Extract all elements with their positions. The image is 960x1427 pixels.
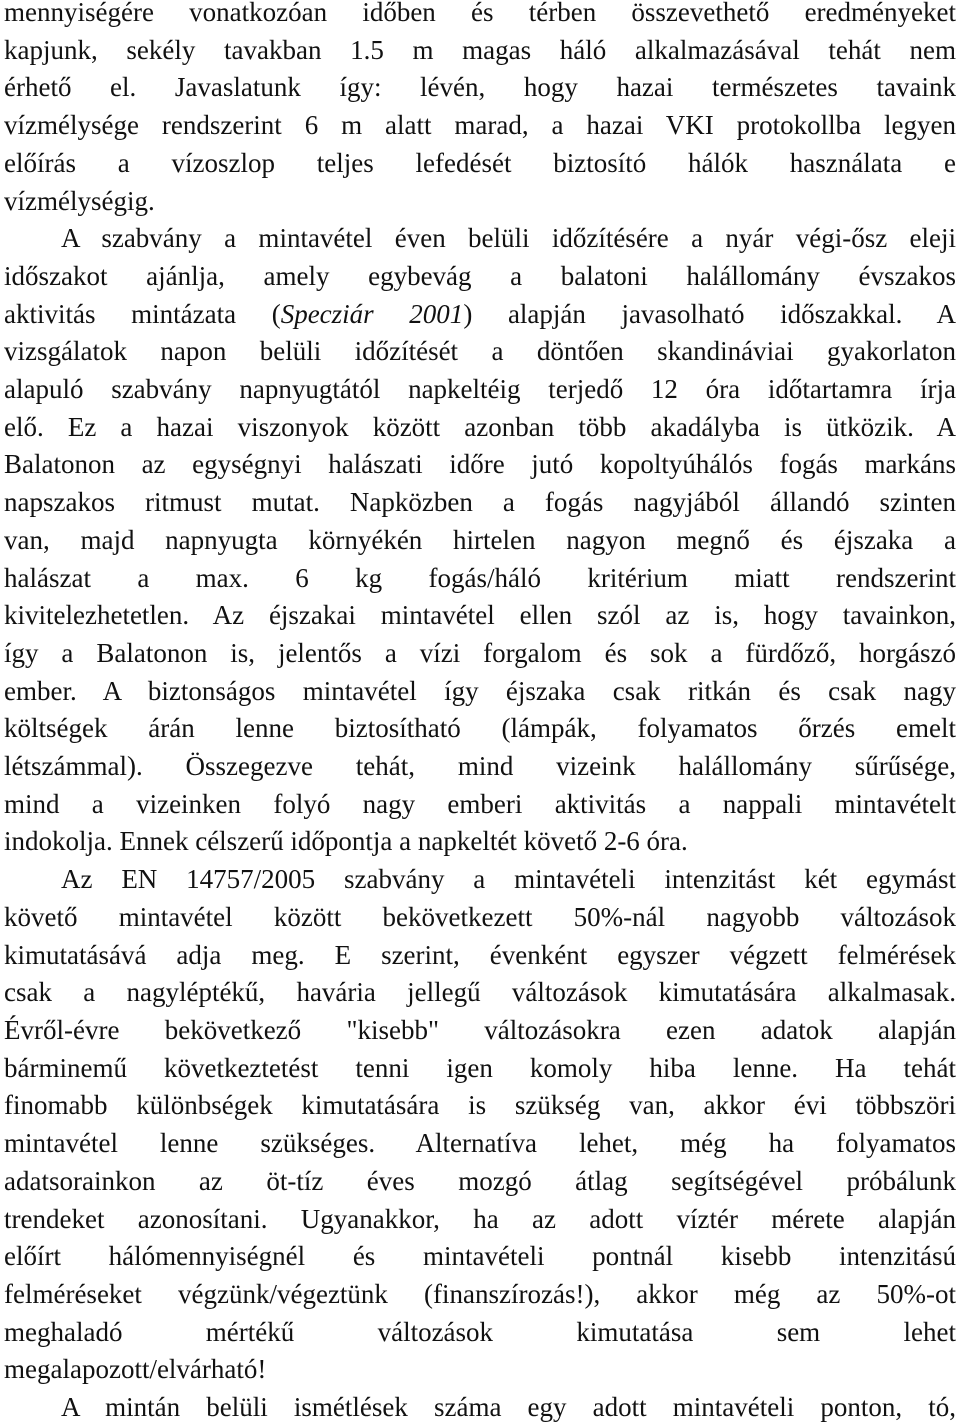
text-line: vízmélységig. <box>4 185 155 216</box>
text-line: A szabvány a mintavétel éven belüli időzítésére a nyár végi-ősz eleji <box>61 223 956 254</box>
text-line: kivitelezhetetlen. Az éjszakai mintavétel ellen szól az is, hogy tavainkon, <box>4 600 956 631</box>
text-line: trendeket azonosítani. Ugyanakkor, ha az adott víztér mérete alapján <box>4 1203 956 1234</box>
text-line: Az EN 14757/2005 szabvány a mintavételi intenzitást két egymást <box>61 864 956 895</box>
text-line: indokolja. Ennek célszerű időpontja a napkeltét követő 2-6 óra. <box>4 826 688 857</box>
text-line-with-citation <box>4 296 956 334</box>
text-line: költségek árán lenne biztosítható (lámpák, folyamatos őrzés emelt <box>4 713 956 744</box>
text-line: érhető el. Javaslatunk így: lévén, hogy hazai természetes tavaink <box>4 72 956 103</box>
text-line: alapuló szabvány napnyugtától napkeltéig terjedő 12 óra időtartamra írja <box>4 374 956 405</box>
text-line: ember. A biztonságos mintavétel így éjszaka csak ritkán és csak nagy <box>4 675 956 706</box>
text-line: adatsorainkon az öt-tíz éves mozgó átlag segítségével próbálunk <box>4 1165 956 1196</box>
paragraph-3 <box>4 861 956 1389</box>
text-line: létszámmal). Összegezve tehát, mind vizeink halállomány sűrűsége, <box>4 751 956 782</box>
text-line: előírt hálómennyiségnél és mintavételi pontnál kisebb intenzitású <box>4 1241 956 1272</box>
text-line: van, majd napnyugta környékén hirtelen nagyon megnő és éjszaka a <box>4 524 956 555</box>
text-line: mennyiségére vonatkozóan időben és térben összevethető eredményeket <box>4 0 956 27</box>
paragraph-4 <box>4 1389 956 1427</box>
text-line: bárminemű következtetést tenni igen komoly hiba lenne. Ha tehát <box>4 1052 956 1083</box>
text-fragment: aktivitás mintázata ( <box>4 298 281 329</box>
text-line: előírás a vízoszlop teljes lefedését biztosító hálók használata e <box>4 147 956 178</box>
text-line: Balatonon az egységnyi halászati időre jutó kopoltyúhálós fogás markáns <box>4 449 956 480</box>
text-line: mind a vizeinken folyó nagy emberi aktivitás a nappali mintavételt <box>4 788 956 819</box>
text-line: kapjunk, sekély tavakban 1.5 m magas háló alkalmazásával tehát nem <box>4 34 956 65</box>
text-line: mintavétel lenne szükséges. Alternatíva lehet, még ha folyamatos <box>4 1128 956 1159</box>
text-line: időszakot ajánlja, amely egybevág a balatoni halállomány évszakos <box>4 260 956 291</box>
text-line: kimutatásává adja meg. E szerint, évenként egyszer végzett felmérések <box>4 939 956 970</box>
text-line: vizsgálatok napon belüli időzítését a döntően skandináviai gyakorlaton <box>4 336 956 367</box>
text-line: napszakos ritmust mutat. Napközben a fogás nagyjából állandó szinten <box>4 487 956 518</box>
paragraph-1 <box>4 0 956 220</box>
text-line: halászat a max. 6 kg fogás/háló kritérium miatt rendszerint <box>4 562 956 593</box>
text-line: felméréseket végzünk/végeztünk (finanszírozás!), akkor még az 50%-ot <box>4 1278 956 1309</box>
paragraph-2 <box>4 220 956 861</box>
text-fragment: ) alapján javasolható időszakkal. A <box>463 298 956 329</box>
text-line: finomabb különbségek kimutatására is szükség van, akkor évi többszöri <box>4 1090 956 1121</box>
text-line: megalapozott/elvárható! <box>4 1354 267 1385</box>
text-line: meghaladó mértékű változások kimutatása sem lehet <box>4 1316 956 1347</box>
text-line: Évről-évre bekövetkező "kisebb" változásokra ezen adatok alapján <box>4 1014 956 1045</box>
text-line: követő mintavétel között bekövetkezett 50%-nál nagyobb változások <box>4 901 956 932</box>
text-line: csak a nagyléptékű, havária jellegű változások kimutatására alkalmasak. <box>4 977 956 1008</box>
text-line: így a Balatonon is, jelentős a vízi forgalom és sok a fürdőző, horgászó <box>4 637 956 668</box>
text-line: vízmélysége rendszerint 6 m alatt marad, a hazai VKI protokollba legyen <box>4 110 956 141</box>
text-line: A mintán belüli ismétlések száma egy adott mintavételi ponton, tó, <box>61 1392 956 1423</box>
text-line: elő. Ez a hazai viszonyok között azonban több akadályba is ütközik. A <box>4 411 956 442</box>
document-page <box>4 0 956 1427</box>
citation: Specziár 2001 <box>280 298 464 329</box>
